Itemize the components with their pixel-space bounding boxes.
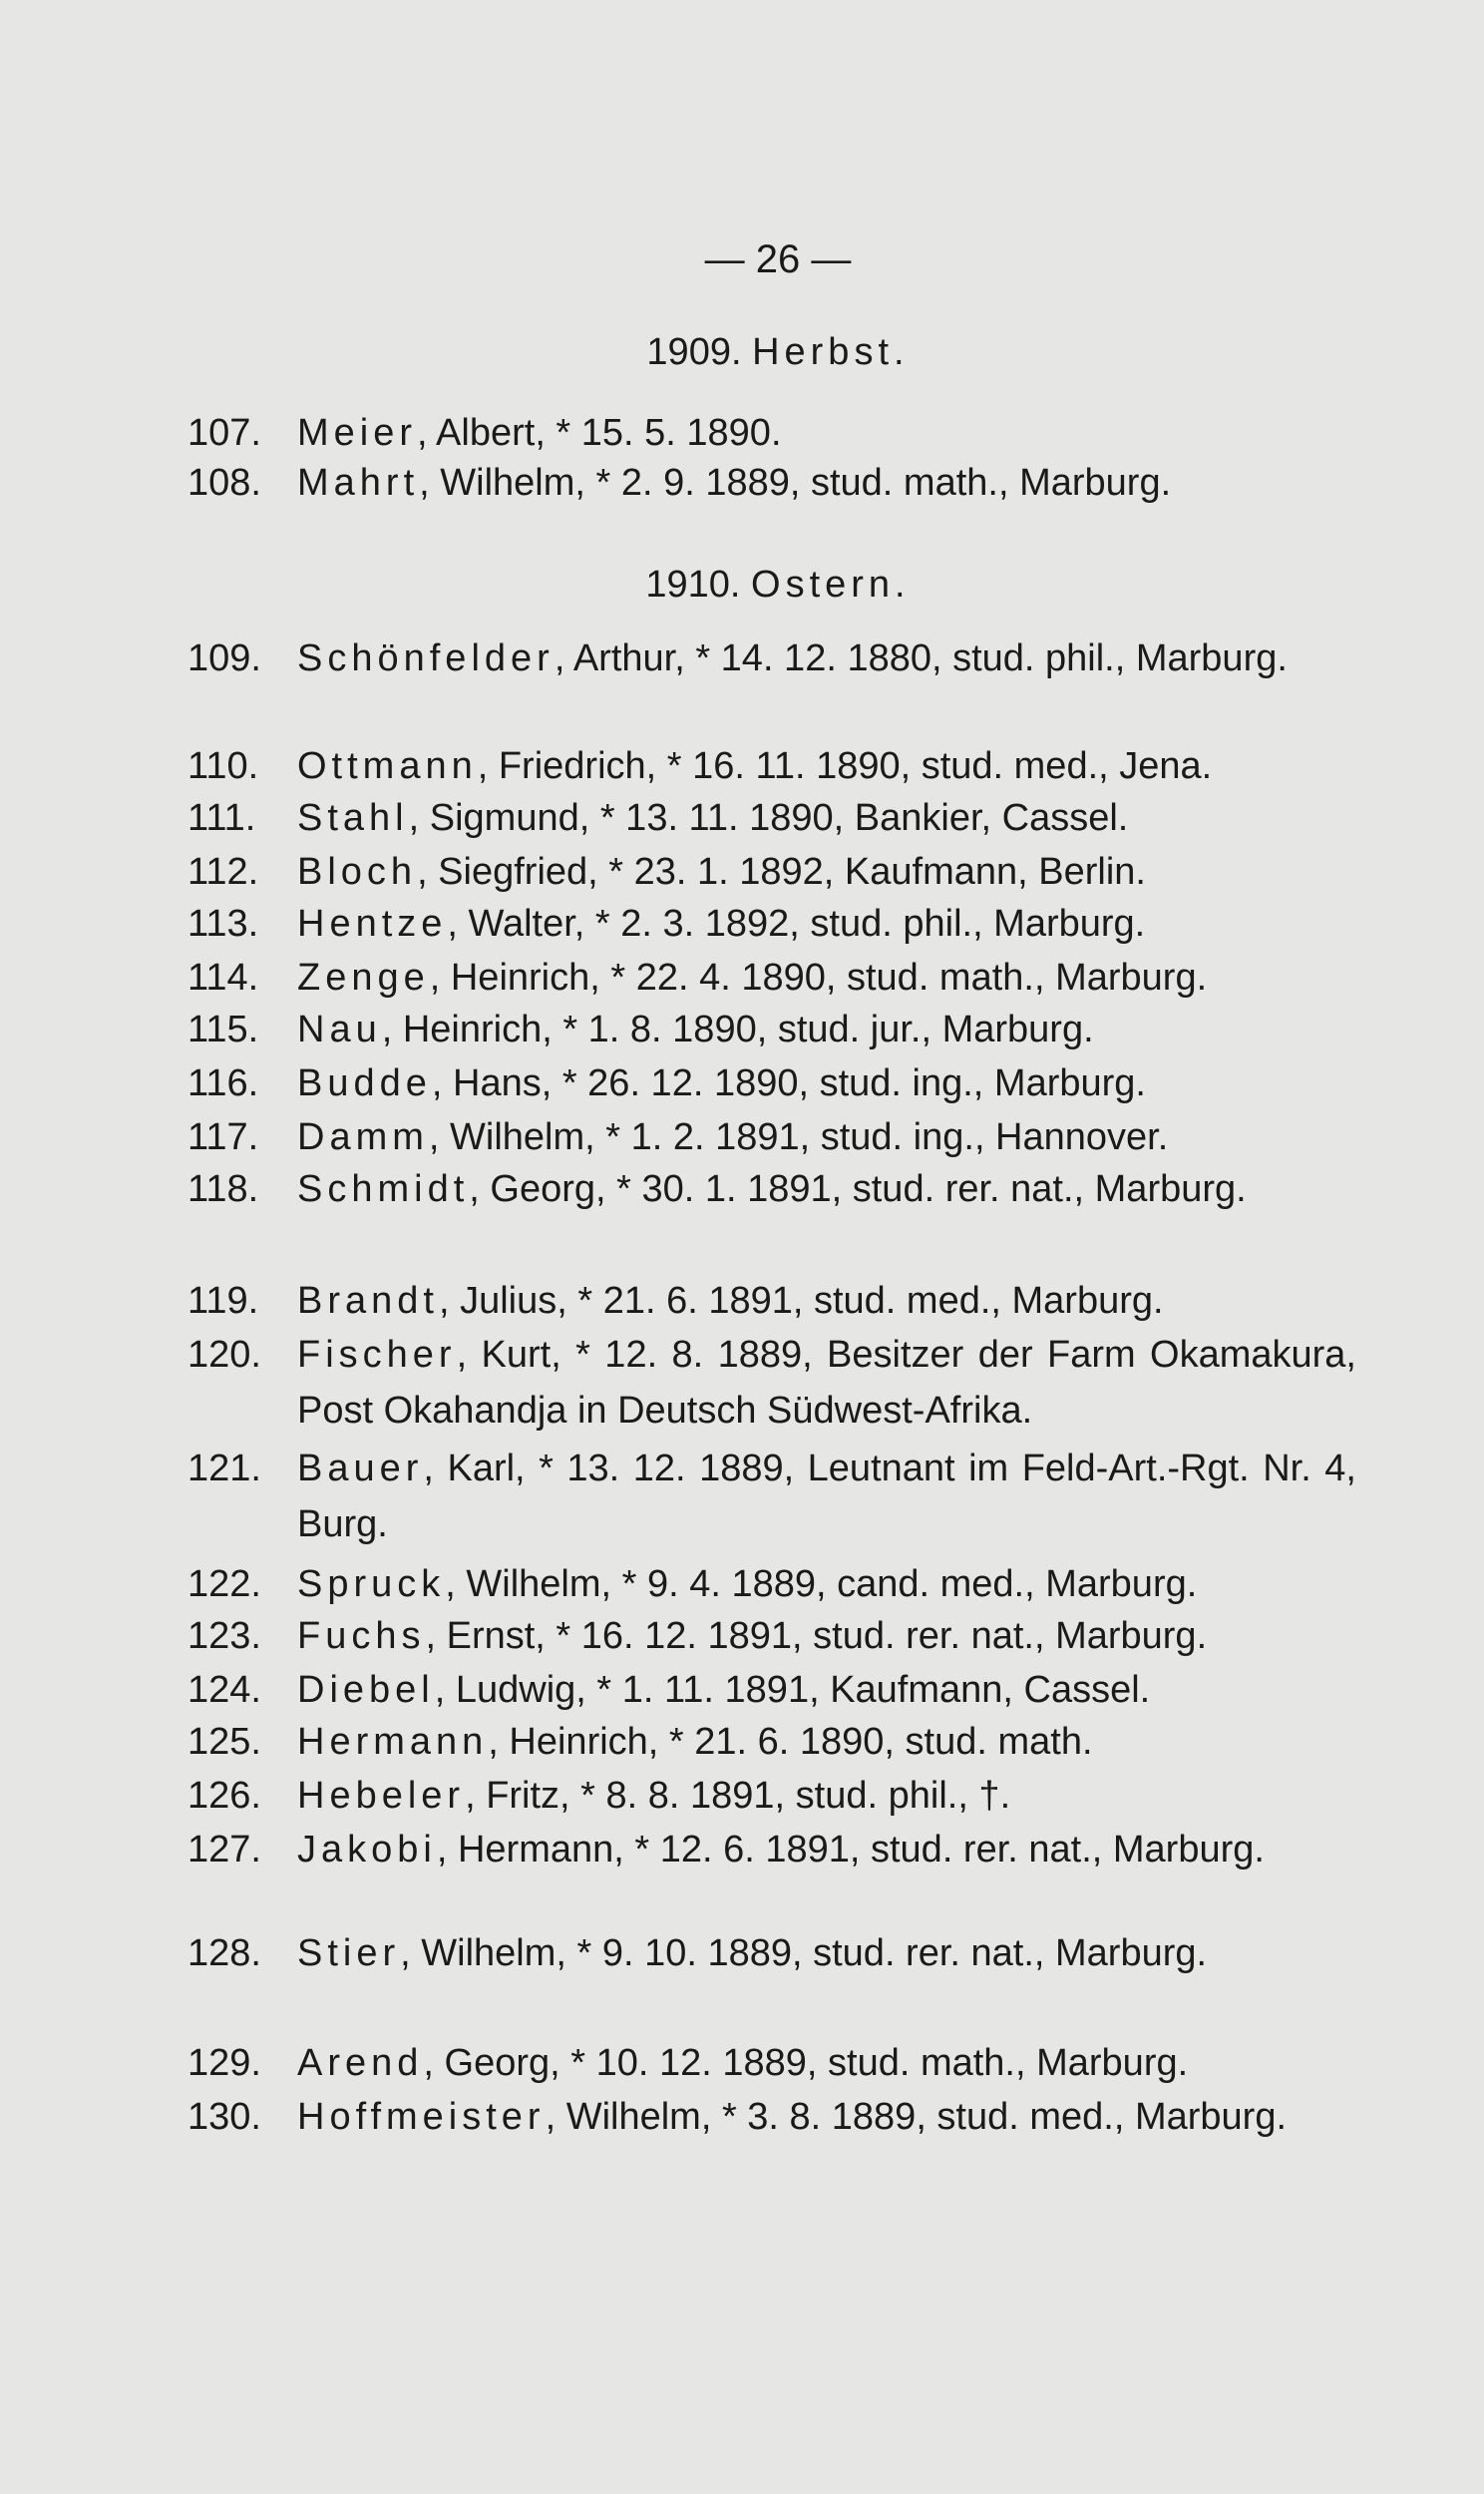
entry-number: 125. <box>187 1721 261 1763</box>
entry-number: 127. <box>187 1829 261 1870</box>
entry-details: , Kurt, * 12. 8. 1889, Besitzer der Farm Okamakura, Post Okahandja in Deutsch Südwest-Afrika. <box>297 1334 1356 1432</box>
entry-name: Bauer <box>297 1448 424 1489</box>
entry-details: , Wilhelm, * 1. 2. 1891, stud. ing., Hannover. <box>428 1116 1169 1158</box>
entry-name: Mahrt <box>297 462 420 504</box>
entry-name: Hentze <box>297 903 448 945</box>
entry-name: Damm <box>297 1116 429 1158</box>
section-term: Ostern. <box>751 564 911 606</box>
entry-details: , Arthur, * 14. 12. 1880, stud. phil., Marburg. <box>554 637 1288 679</box>
entry-number: 113. <box>187 903 259 945</box>
entry-details: , Heinrich, * 1. 8. 1890, stud. jur., Marburg. <box>381 1009 1094 1050</box>
entry-details: , Siegfried, * 23. 1. 1892, Kaufmann, Berlin. <box>417 851 1146 893</box>
entry-number: 118. <box>187 1168 259 1210</box>
entry-number: 123. <box>187 1615 261 1657</box>
entry-details: , Georg, * 30. 1. 1891, stud. rer. nat., Marburg. <box>469 1168 1247 1210</box>
entry-number: 126. <box>187 1775 261 1817</box>
entry-number: 114. <box>187 957 259 999</box>
section-heading-ostern <box>0 564 1484 607</box>
entry-details: , Ernst, * 16. 12. 1891, stud. rer. nat., Marburg. <box>425 1615 1208 1657</box>
entry-details: , Hans, * 26. 12. 1890, stud. ing., Marburg. <box>431 1062 1146 1104</box>
entry-details: , Sigmund, * 13. 11. 1890, Bankier, Cassel. <box>408 797 1129 839</box>
entry-details: , Wilhelm, * 2. 9. 1889, stud. math., Marburg. <box>419 462 1172 504</box>
section-term: Herbst. <box>752 331 910 373</box>
entry-details: , Wilhelm, * 9. 4. 1889, cand. med., Marburg. <box>445 1563 1198 1605</box>
entry-name: Stahl <box>297 797 409 839</box>
entry-details: , Walter, * 2. 3. 1892, stud. phil., Marburg. <box>447 903 1146 945</box>
entry-number: 116. <box>187 1062 259 1104</box>
entry-number: 110. <box>187 745 259 787</box>
entry-details: , Albert, * 15. 5. 1890. <box>417 412 782 454</box>
entry-number: 129. <box>187 2042 261 2084</box>
entry-number: 115. <box>187 1009 259 1050</box>
entry-number: 108. <box>187 462 261 504</box>
entry-name: Meier <box>297 412 418 454</box>
entry-details: , Wilhelm, * 9. 10. 1889, stud. rer. nat., Marburg. <box>400 1932 1208 1974</box>
entry-name: Fischer <box>297 1334 457 1376</box>
entry-details: , Georg, * 10. 12. 1889, stud. math., Marburg. <box>423 2042 1189 2084</box>
entry-name: Ottmann <box>297 745 478 787</box>
entry-details: , Hermann, * 12. 6. 1891, stud. rer. nat., Marburg. <box>436 1829 1265 1870</box>
section-year: 1909. <box>646 331 742 373</box>
entry-details: , Karl, * 13. 12. 1889, Leutnant im Feld-Art.-Rgt. Nr. 4, Burg. <box>297 1448 1356 1545</box>
entry-name: Stier <box>297 1932 401 1974</box>
entry-name: Fuchs <box>297 1615 426 1657</box>
entry-number: 121. <box>187 1448 261 1489</box>
entry-name: Nau <box>297 1009 382 1050</box>
entry-name: Arend <box>297 2042 424 2084</box>
entry-name: Brandt <box>297 1280 439 1322</box>
entry-number: 128. <box>187 1932 261 1974</box>
section-year: 1910. <box>645 564 741 606</box>
entry-number: 122. <box>187 1563 261 1605</box>
entry-number: 120. <box>187 1334 261 1376</box>
entry-number: 130. <box>187 2096 261 2138</box>
entry-name: Spruck <box>297 1563 446 1605</box>
entry-number: 112. <box>187 851 259 893</box>
entry-name: Schönfelder <box>297 637 555 679</box>
entry-details: , Friedrich, * 16. 11. 1890, stud. med., Jena. <box>477 745 1213 787</box>
entry-number: 117. <box>187 1116 259 1158</box>
entry-name: Jakobi <box>297 1829 437 1870</box>
entry-details: , Julius, * 21. 6. 1891, stud. med., Marburg. <box>438 1280 1164 1322</box>
entry-details: , Fritz, * 8. 8. 1891, stud. phil., †. <box>465 1775 1011 1817</box>
entry-name: Budde <box>297 1062 432 1104</box>
section-heading-herbst <box>0 331 1484 374</box>
page-number: — 26 — <box>704 237 852 281</box>
entry-name: Zenge <box>297 957 430 999</box>
entry-name: Bloch <box>297 851 418 893</box>
entry-name: Diebel <box>297 1669 435 1711</box>
entry-name: Hoffmeister <box>297 2096 546 2138</box>
entry-name: Hermann <box>297 1721 489 1763</box>
entry-number: 109. <box>187 637 261 679</box>
entry-number: 111. <box>187 797 256 839</box>
entry-name: Schmidt <box>297 1168 470 1210</box>
entry-details: , Heinrich, * 21. 6. 1890, stud. math. <box>488 1721 1093 1763</box>
entry-number: 107. <box>187 412 261 454</box>
entry-number: 124. <box>187 1669 261 1711</box>
entry-details: , Ludwig, * 1. 11. 1891, Kaufmann, Cassel. <box>434 1669 1151 1711</box>
entry-details: , Heinrich, * 22. 4. 1890, stud. math., Marburg. <box>429 957 1208 999</box>
entry-number: 119. <box>187 1280 259 1322</box>
entry-details: , Wilhelm, * 3. 8. 1889, stud. med., Marburg. <box>545 2096 1288 2138</box>
entry-name: Hebeler <box>297 1775 466 1817</box>
